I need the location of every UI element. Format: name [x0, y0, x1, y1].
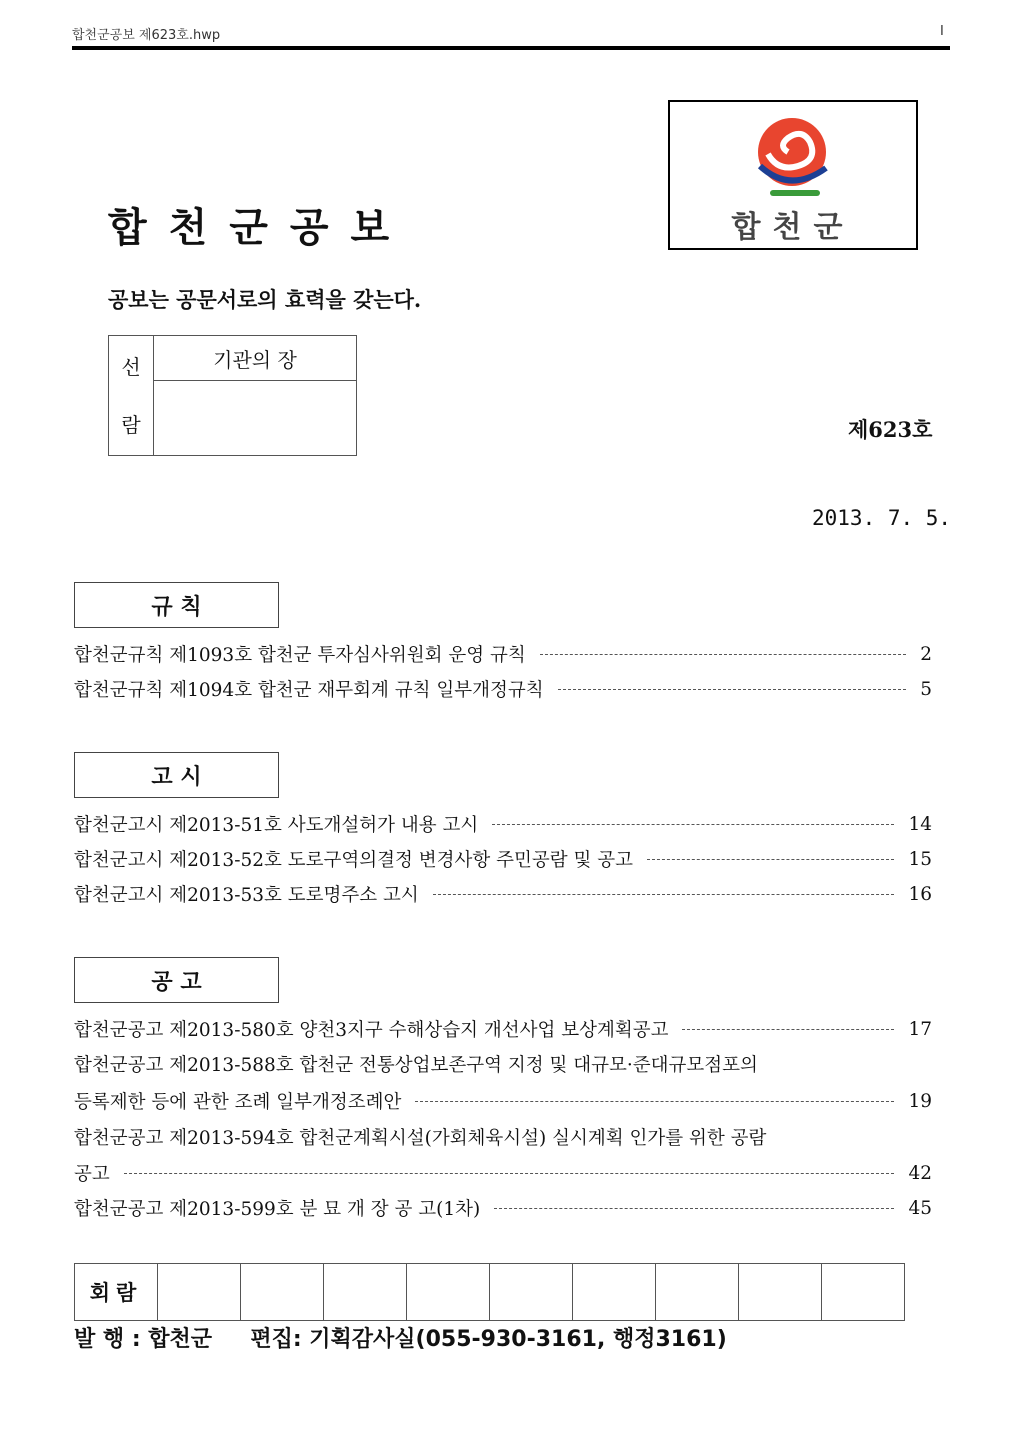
section-heading-announcements: [74, 957, 279, 1003]
circulation-label-bottom: 람: [121, 412, 141, 437]
routing-cell: [739, 1264, 822, 1321]
toc-entry-title: 합천군규칙 제1093호 합천군 투자심사위원회 운영 규칙: [74, 645, 526, 666]
section-heading-notices: [74, 752, 279, 798]
issue-number: 제623호: [848, 417, 933, 442]
toc-entry-title: 합천군공고 제2013-594호 합천군계획시설(가회체육시설) 실시계획 인가를 위한 공람: [74, 1128, 767, 1149]
routing-cell: [822, 1264, 905, 1321]
gazette-title: 합천군공보: [108, 205, 412, 251]
toc-entry-page: 45: [908, 1197, 932, 1219]
leader-dots: [647, 859, 895, 860]
section-title: 고 시: [151, 764, 202, 790]
county-logo: [668, 100, 918, 250]
leader-dots: [540, 654, 906, 655]
routing-label: 회람: [75, 1264, 158, 1321]
toc-entry[interactable]: [74, 1015, 932, 1043]
toc-entry-continued[interactable]: [74, 1087, 932, 1115]
file-name: 합천군공보 제623호.hwp: [72, 28, 221, 43]
routing-cell: [407, 1264, 490, 1321]
routing-cell: [324, 1264, 407, 1321]
taegeuk-emblem-icon: [670, 102, 920, 212]
circulation-label: [109, 336, 154, 456]
toc-entry-page: 14: [908, 813, 932, 835]
circulation-table: [108, 335, 357, 456]
toc-entry-page: 5: [920, 678, 932, 700]
toc-entry-title-continued: 등록제한 등에 관한 조례 일부개정조례안: [74, 1092, 402, 1113]
routing-cell: [490, 1264, 573, 1321]
toc-entry[interactable]: [74, 880, 932, 908]
section-heading-rules: [74, 582, 279, 628]
toc-entry[interactable]: [74, 810, 932, 838]
leader-dots: [124, 1173, 895, 1174]
section-title: 규 칙: [151, 594, 202, 620]
leader-dots: [492, 824, 894, 825]
toc-entry[interactable]: [74, 675, 932, 703]
subtitle: 공보는 공문서로의 효력을 갖는다.: [108, 287, 422, 312]
circulation-signature-cell: [154, 381, 357, 456]
toc-entry[interactable]: [74, 845, 932, 873]
leader-dots: [494, 1208, 894, 1209]
leader-dots: [433, 894, 895, 895]
toc-entry-page: 42: [908, 1162, 932, 1184]
routing-cell: [158, 1264, 241, 1321]
routing-cell: [241, 1264, 324, 1321]
toc-entry-title: 합천군규칙 제1094호 합천군 재무회계 규칙 일부개정규칙: [74, 680, 544, 701]
leader-dots: [415, 1101, 894, 1102]
logo-text: 합천군: [731, 210, 855, 245]
toc-entry[interactable]: [74, 640, 932, 668]
routing-table: [74, 1263, 905, 1321]
leader-dots: [558, 689, 907, 690]
toc-entry-title: 합천군공고 제2013-599호 분 묘 개 장 공 고(1차): [74, 1199, 481, 1220]
toc-entry-title: 합천군고시 제2013-53호 도로명주소 고시: [74, 885, 419, 906]
publication-date: 2013. 7. 5.: [812, 506, 952, 530]
toc-entry-page: 17: [908, 1018, 932, 1040]
toc-entry-title: 합천군고시 제2013-52호 도로구역의결정 변경사항 주민공람 및 공고: [74, 850, 633, 871]
toc-entry-page: 16: [908, 883, 932, 905]
toc-entry-title: 합천군고시 제2013-51호 사도개설허가 내용 고시: [74, 815, 479, 836]
toc-entry-page: 19: [908, 1090, 932, 1112]
publisher-footer: 발 행 : 합천군 편집: 기획감사실(055-930-3161, 행정3161): [74, 1327, 727, 1352]
section-title: 공 고: [151, 969, 202, 995]
toc-entry-page: 15: [908, 848, 932, 870]
circulation-column-header: 기관의 장: [154, 336, 357, 381]
toc-entry[interactable]: [74, 1194, 932, 1222]
toc-entry-first-line[interactable]: [74, 1050, 949, 1078]
routing-cell: [573, 1264, 656, 1321]
toc-entry-continued[interactable]: [74, 1159, 932, 1187]
toc-entry-title: 합천군공고 제2013-588호 합천군 전통상업보존구역 지정 및 대규모·준대규모점포의: [74, 1055, 758, 1076]
toc-entry-page: 2: [920, 643, 932, 665]
page-mark: I: [940, 24, 944, 39]
routing-cell: [656, 1264, 739, 1321]
toc-entry-title-continued: 공고: [74, 1164, 110, 1185]
toc-entry-first-line[interactable]: [74, 1123, 949, 1151]
circulation-label-top: 선: [121, 354, 141, 379]
leader-dots: [682, 1029, 894, 1030]
header-rule: [72, 46, 950, 50]
toc-entry-title: 합천군공고 제2013-580호 양천3지구 수해상습지 개선사업 보상계획공고: [74, 1020, 669, 1041]
